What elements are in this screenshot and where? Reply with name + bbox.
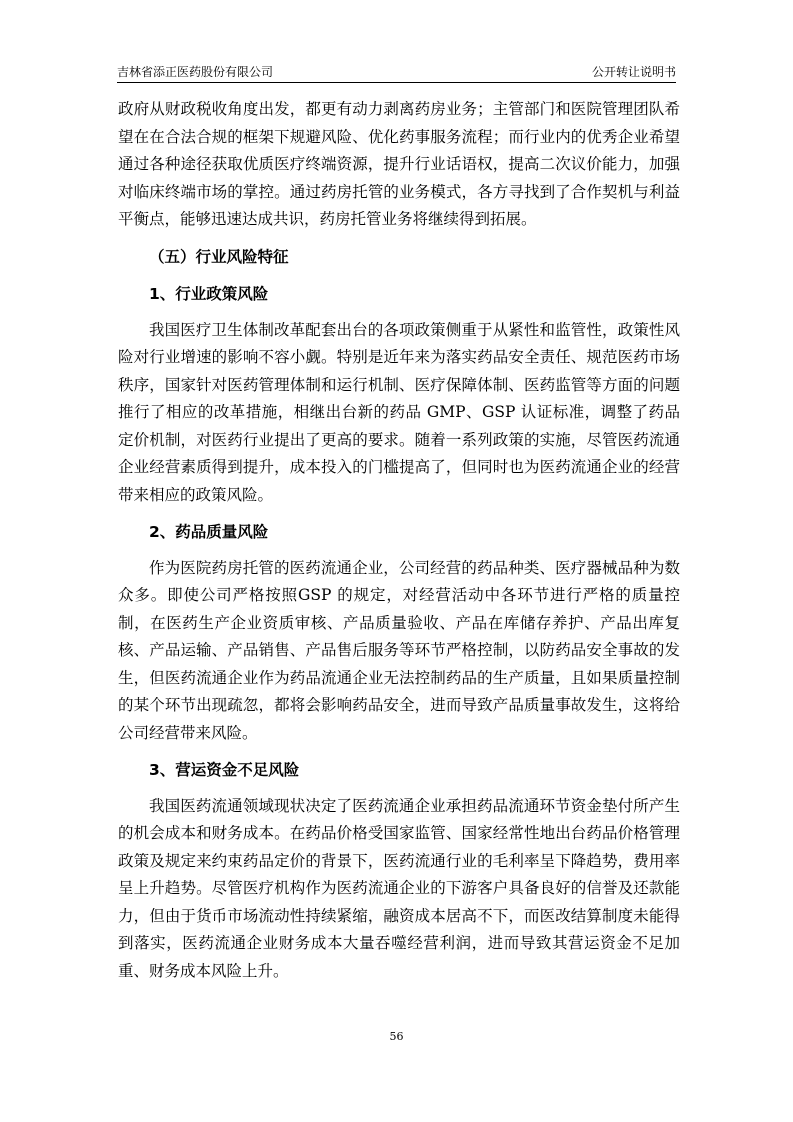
paragraph-policy-risk: 我国医疗卫生体制改革配套出台的各项政策侧重于从紧性和监管性，政策性风险对行业增速的影响不容小觑。特别是近年来为落实药品安全责任、规范医药市场秩序，国家针对医药管理体制和运行机制、医疗保障体制、医药监管等方面的问题推行了相应的改革措施，相继出台新的药品 GMP、GSP 认证标准，调整了药品定价机制，对医药行业提出了更高的要求。随着一系列政策的实施，尽管医药流通企业经营素质得到提升，成本投入的门槛提高了，但同时也为医药流通企业的经营带来相应的政策风险。	[118, 320, 680, 504]
header-document-type: 公开转让说明书	[591, 65, 676, 79]
subsection-heading-quality-risk: 2、药品质量风险	[149, 523, 269, 541]
page-number: 56	[389, 1030, 404, 1043]
header-company-name: 吉林省添正医药股份有限公司	[117, 65, 274, 79]
paragraph-capital-risk: 我国医药流通领域现状决定了医药流通企业承担药品流通环节资金垫付所产生的机会成本和财务成本。在药品价格受国家监管、国家经常性地出台药品价格管理政策及规定来约束药品定价的背景下，医药流通行业的毛利率呈下降趋势，费用率呈上升趋势。尽管医疗机构作为医药流通企业的下游客户具备良好的信誉及还款能力，但由于货币市场流动性持续紧缩，融资成本居高不下，而医改结算制度未能得到落实，医药流通企业财务成本大量吞噬经营利润，进而导致其营运资金不足加重、财务成本风险上升。	[118, 796, 680, 980]
paragraph-quality-risk: 作为医院药房托管的医药流通企业，公司经营的药品种类、医疗器械品种为数众多。即使公司严格按照GSP 的规定，对经营活动中各环节进行严格的质量控制，在医药生产企业资质审核、产品质量验收、产品在库储存养护、产品出库复核、产品运输、产品销售、产品售后服务等环节严格控制，以防药品安全事故的发生，但医药流通企业作为药品流通企业无法控制药品的生产质量，且如果质量控制的某个环节出现疏忽，都将会影响药品安全，进而导致产品质量事故发生，这将给公司经营带来风险。	[118, 558, 680, 742]
page-body	[118, 96, 680, 985]
subsection-heading-capital-risk: 3、营运资金不足风险	[149, 761, 300, 779]
page-header	[117, 62, 676, 83]
section-heading: （五）行业风险特征	[149, 247, 289, 266]
intro-paragraph: 政府从财政税收角度出发，都更有动力剥离药房业务；主管部门和医院管理团队希望在在合法合规的框架下规避风险、优化药事服务流程；而行业内的优秀企业希望通过各种途径获取优质医疗终端资源，提升行业话语权，提高二次议价能力，加强对临床终端市场的掌控。通过药房托管的业务模式，各方寻找到了合作契机与利益平衡点，能够迅速达成共识，药房托管业务将继续得到拓展。	[118, 100, 680, 228]
subsection-heading-policy-risk: 1、行业政策风险	[149, 285, 269, 303]
